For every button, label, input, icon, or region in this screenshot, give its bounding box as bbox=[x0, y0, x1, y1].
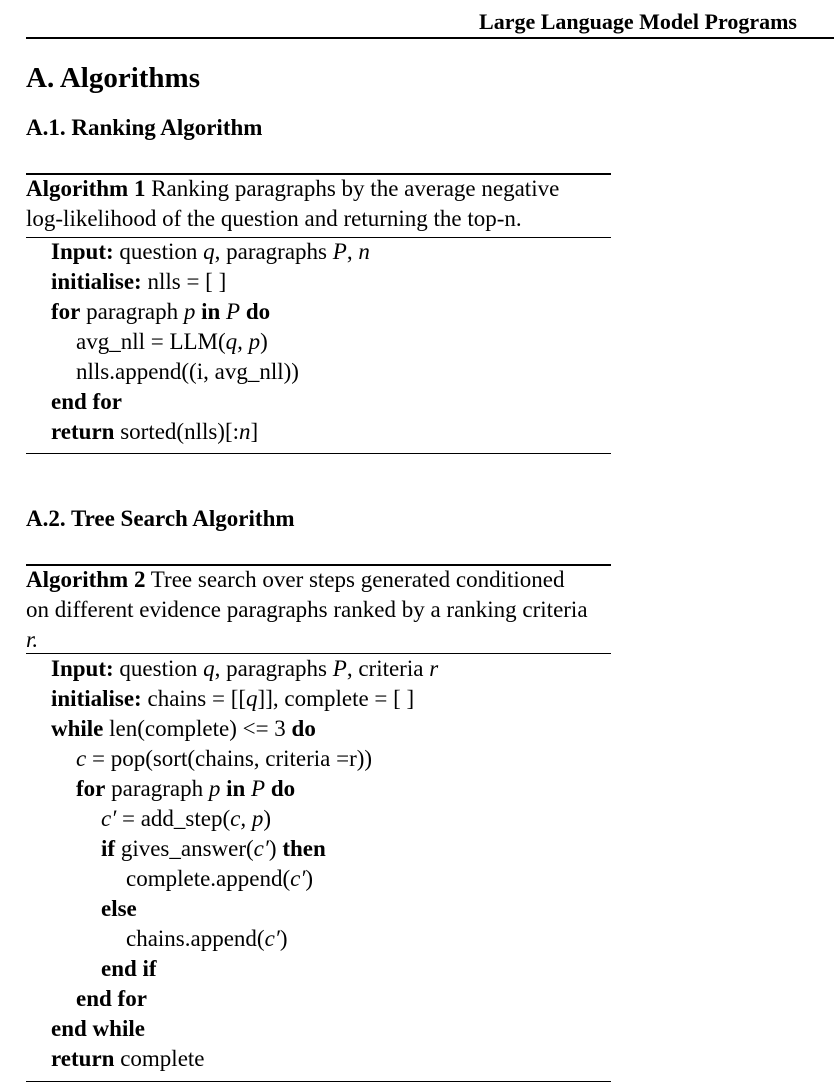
text: , paragraphs bbox=[214, 656, 333, 681]
math: c′ bbox=[290, 866, 306, 891]
math: P bbox=[226, 299, 241, 324]
math: r bbox=[429, 656, 439, 681]
algo2-line-complete-append bbox=[126, 864, 313, 894]
algo2-line-end-while bbox=[51, 1014, 145, 1044]
math: n bbox=[358, 239, 370, 264]
keyword: do bbox=[265, 776, 296, 801]
text: complete bbox=[114, 1046, 205, 1071]
text: chains.append( bbox=[126, 926, 265, 951]
algo2-line-else bbox=[101, 894, 137, 924]
text: = add_step( bbox=[116, 806, 231, 831]
text: , paragraphs bbox=[214, 239, 333, 264]
text: nlls.append((i, avg_nll)) bbox=[76, 359, 299, 384]
algo2-line-while bbox=[51, 714, 316, 744]
math: p bbox=[183, 299, 196, 324]
algo2-line-if bbox=[101, 834, 326, 864]
text: ) bbox=[263, 806, 272, 831]
algo2-line-pop bbox=[76, 744, 372, 774]
keyword: in bbox=[195, 299, 227, 324]
text: = pop(sort(chains, criteria =r)) bbox=[86, 746, 373, 771]
text: chains = [[ bbox=[141, 686, 247, 711]
algo2-line-end-if bbox=[101, 954, 157, 984]
algo2-line-end-for bbox=[76, 984, 147, 1014]
algo2-line-input bbox=[51, 654, 438, 684]
text: gives_answer( bbox=[115, 836, 254, 861]
keyword: end for bbox=[51, 389, 122, 414]
running-header-title: Large Language Model Programs bbox=[479, 9, 797, 34]
math: c′ bbox=[101, 806, 117, 831]
text: paragraph bbox=[105, 776, 209, 801]
algo2-line-for bbox=[76, 774, 295, 804]
algorithm-1-caption-line: log-likelihood of the question and returning the top-n. bbox=[26, 206, 522, 231]
algorithm-2-bottom-rule bbox=[26, 1081, 611, 1082]
text: ) bbox=[305, 866, 314, 891]
text: nlls = [ ] bbox=[141, 269, 227, 294]
keyword: then bbox=[276, 836, 326, 861]
math: q bbox=[203, 239, 215, 264]
text: ) bbox=[268, 836, 277, 861]
text: complete.append( bbox=[126, 866, 291, 891]
section-title: A. Algorithms bbox=[26, 62, 200, 94]
math: q bbox=[203, 656, 215, 681]
algo1-line-append bbox=[76, 357, 299, 387]
algorithm-2-caption-line: r. bbox=[26, 627, 39, 652]
keyword: while bbox=[51, 716, 104, 741]
text: paragraph bbox=[80, 299, 184, 324]
subsection-title-ranking: A.1. Ranking Algorithm bbox=[26, 115, 263, 140]
caption-text: Tree search over steps generated conditioned bbox=[145, 567, 565, 592]
text: avg_nll = LLM( bbox=[76, 329, 226, 354]
algo1-line-input bbox=[51, 237, 370, 267]
algo2-line-chains-append bbox=[126, 924, 288, 954]
algorithm-1-bottom-rule bbox=[26, 453, 611, 454]
math: P bbox=[332, 656, 347, 681]
text: ) bbox=[279, 926, 288, 951]
algo1-line-return bbox=[51, 417, 258, 447]
math: c bbox=[76, 746, 87, 771]
keyword: do bbox=[240, 299, 271, 324]
algo1-line-initialise bbox=[51, 267, 226, 297]
math: c′ bbox=[253, 836, 269, 861]
subsection-title-tree-search: A.2. Tree Search Algorithm bbox=[26, 506, 295, 531]
text: question bbox=[113, 656, 204, 681]
keyword: for bbox=[76, 776, 106, 801]
keyword: Input: bbox=[51, 239, 114, 264]
keyword: in bbox=[220, 776, 252, 801]
keyword: initialise: bbox=[51, 269, 142, 294]
keyword: for bbox=[51, 299, 81, 324]
keyword: end if bbox=[101, 956, 157, 981]
text: ]], complete = [ ] bbox=[257, 686, 415, 711]
math: q bbox=[246, 686, 258, 711]
algorithm-1-caption bbox=[26, 174, 616, 234]
caption-text: Ranking paragraphs by the average negative bbox=[145, 176, 560, 201]
text: ) bbox=[260, 329, 268, 354]
algo2-line-initialise bbox=[51, 684, 414, 714]
keyword: do bbox=[285, 716, 316, 741]
algo2-line-add-step bbox=[101, 804, 271, 834]
header-rule bbox=[26, 37, 834, 39]
math: q, p bbox=[225, 329, 261, 354]
keyword: return bbox=[51, 419, 115, 444]
keyword: if bbox=[101, 836, 116, 861]
keyword: else bbox=[101, 896, 137, 921]
algorithm-2-caption-line bbox=[26, 565, 616, 595]
text: ] bbox=[250, 419, 259, 444]
math: P bbox=[251, 776, 266, 801]
text: , criteria bbox=[346, 656, 430, 681]
algorithm-1-caption-line bbox=[26, 174, 616, 204]
algorithm-1-label: Algorithm 1 bbox=[26, 176, 146, 201]
math: n bbox=[239, 419, 251, 444]
text: sorted(nlls)[: bbox=[114, 419, 240, 444]
algorithm-2-caption bbox=[26, 565, 616, 655]
algo1-line-end-for bbox=[51, 387, 122, 417]
keyword: Input: bbox=[51, 656, 114, 681]
text: question bbox=[113, 239, 204, 264]
algo2-line-return bbox=[51, 1044, 205, 1074]
algorithm-2-label: Algorithm 2 bbox=[26, 567, 146, 592]
math: c, p bbox=[230, 806, 264, 831]
keyword: end while bbox=[51, 1016, 145, 1041]
math: P bbox=[332, 239, 347, 264]
algo1-line-for bbox=[51, 297, 270, 327]
keyword: initialise: bbox=[51, 686, 142, 711]
keyword: end for bbox=[76, 986, 147, 1011]
algorithm-2-caption-line: on different evidence paragraphs ranked by a ranking criteria bbox=[26, 597, 588, 622]
text: , bbox=[346, 239, 359, 264]
algo1-line-avg-nll bbox=[76, 327, 268, 357]
math: c′ bbox=[264, 926, 280, 951]
text: len(complete) <= 3 bbox=[103, 716, 286, 741]
math: p bbox=[208, 776, 221, 801]
keyword: return bbox=[51, 1046, 115, 1071]
